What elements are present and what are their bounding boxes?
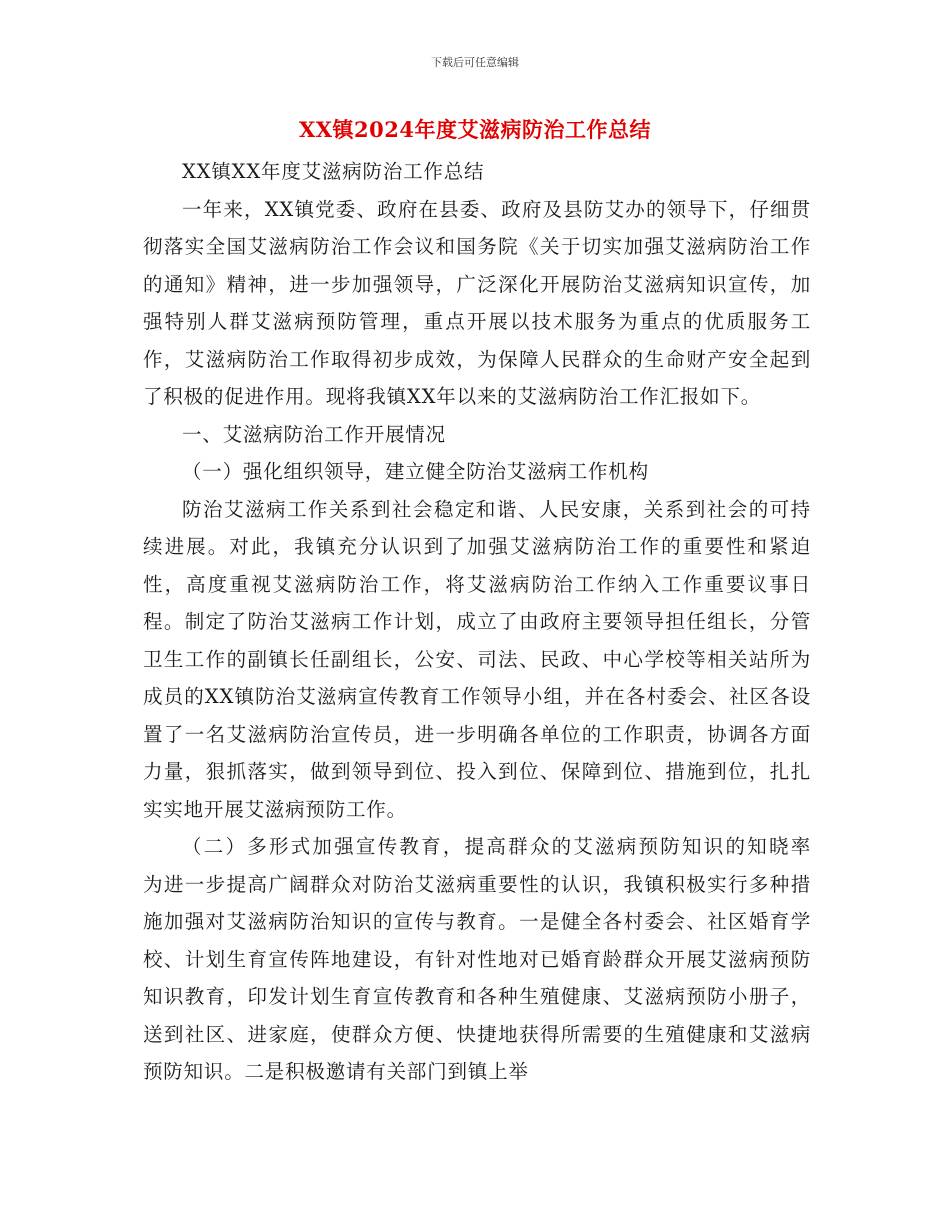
document-title: XX镇2024年度艾滋病防治工作总结: [298, 117, 652, 142]
paragraph-intro: 一年来，XX镇党委、政府在县委、政府及县防艾办的领导下，仔细贯彻落实全国艾滋病防治工作会议和国务院《关于切实加强艾滋病防治工作的通知》精神，进一步加强领导，广泛深化开展防治艾滋病知识宣传，加强特别人群艾滋病预防管理，重点开展以技术服务为重点的优质服务工作，艾滋病防治工作取得初步成效，为保障人民群众的生命财产安全起到了积极的促进作用。现将我镇XX年以来的艾滋病防治工作汇报如下。: [143, 197, 811, 408]
paragraph-publicity: （二）多形式加强宣传教育，提高群众的艾滋病预防知识的知晓率 为进一步提高广阔群众对防治艾滋病重要性的认识，我镇积极实行多种措施加强对艾滋病防治知识的宣传与教育。一是健全各村委会、社区婚育学校、计划生育宣传阵地建设，有针对性地对已婚育龄群众开展艾滋病预防知识教育，印发计划生育宣传教育和各种生殖健康、艾滋病预防小册子，送到社区、进家庭，使群众方便、快捷地获得所需要的生殖健康和艾滋病预防知识。二是积极邀请有关部门到镇上举: [143, 835, 852, 1083]
paragraph-subtitle: XX镇XX年度艾滋病防治工作总结: [182, 160, 485, 183]
document-body: [143, 153, 852, 1091]
subsection-heading-1: （一）强化组织领导，建立健全防治艾滋病工作机构: [182, 460, 649, 483]
paragraph-organization: 防治艾滋病工作关系到社会稳定和谐、人民安康，关系到社会的可持续进展。对此，我镇充分认识到了加强艾滋病防治工作的重要性和紧迫性，高度重视艾滋病防治工作，将艾滋病防治工作纳入工作重要议事日程。制定了防治艾滋病工作计划，成立了由政府主要领导担任组长，分管卫生工作的副镇长任副组长，公安、司法、民政、中心学校等相关站所为成员的XX镇防治艾滋病宣传教育工作领导小组，并在各村委会、社区各设置了一名艾滋病防治宣传员，进一步明确各单位的工作职责，协调各方面力量，狠抓落实，做到领导到位、投入到位、保障到位、措施到位，扎扎实实地开展艾滋病预防工作。: [143, 497, 811, 821]
header-note: 下载后可任意编辑: [431, 56, 519, 69]
section-heading-1: 一、艾滋病防治工作开展情况: [182, 422, 446, 446]
